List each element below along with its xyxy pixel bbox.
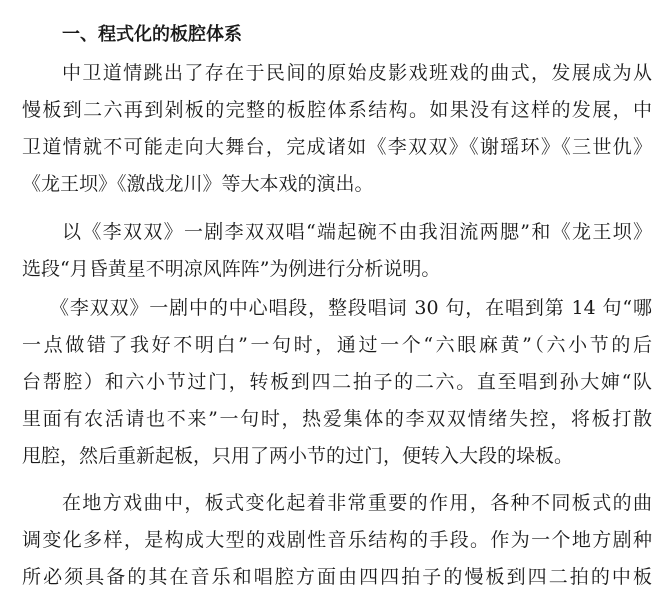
text-line: 慢板到二六再到剁板的完整的板腔体系结构。如果没有这样的发展，中 <box>22 99 652 121</box>
text-line: 《李双双》一剧中的中心唱段，整段唱词 30 句，在唱到第 14 句“哪 <box>50 297 652 319</box>
text-line: 一点做错了我好不明白”一句时，通过一个“六眼麻黄”（六小节的后 <box>22 334 652 356</box>
text-line: 里面有农活请也不来”一句时，热爱集体的李双双情绪失控，将板打散 <box>22 408 652 430</box>
text-line: 《龙王坝》《激战龙川》等大本戏的演出。 <box>22 173 374 195</box>
section-heading: 一、程式化的板腔体系 <box>62 24 242 45</box>
text-line: 所必须具备的其在音乐和唱腔方面由四四拍子的慢板到四二拍的中板 <box>22 566 652 588</box>
text-line: 调变化多样，是构成大型的戏剧性音乐结构的手段。作为一个地方剧种 <box>22 529 652 551</box>
text-line: 选段“月昏黄星不明凉风阵阵”为例进行分析说明。 <box>22 258 441 280</box>
text-line: 在地方戏曲中，板式变化起着非常重要的作用，各种不同板式的曲 <box>62 492 652 514</box>
text-line: 卫道情就不可能走向大舞台，完成诸如《李双双》《谢瑶环》《三世仇》 <box>22 136 652 158</box>
text-line: 甩腔，然后重新起板，只用了两小节的过门，便转入大段的垛板。 <box>22 445 574 467</box>
text-line: 以《李双双》一剧李双双唱“端起碗不由我泪流两腮”和《龙王坝》 <box>62 221 652 243</box>
text-line: 中卫道情跳出了存在于民间的原始皮影戏班戏的曲式，发展成为从 <box>62 62 652 84</box>
text-line: 台帮腔）和六小节过门，转板到四二拍子的二六。直至唱到孙大婶“队 <box>22 371 652 393</box>
